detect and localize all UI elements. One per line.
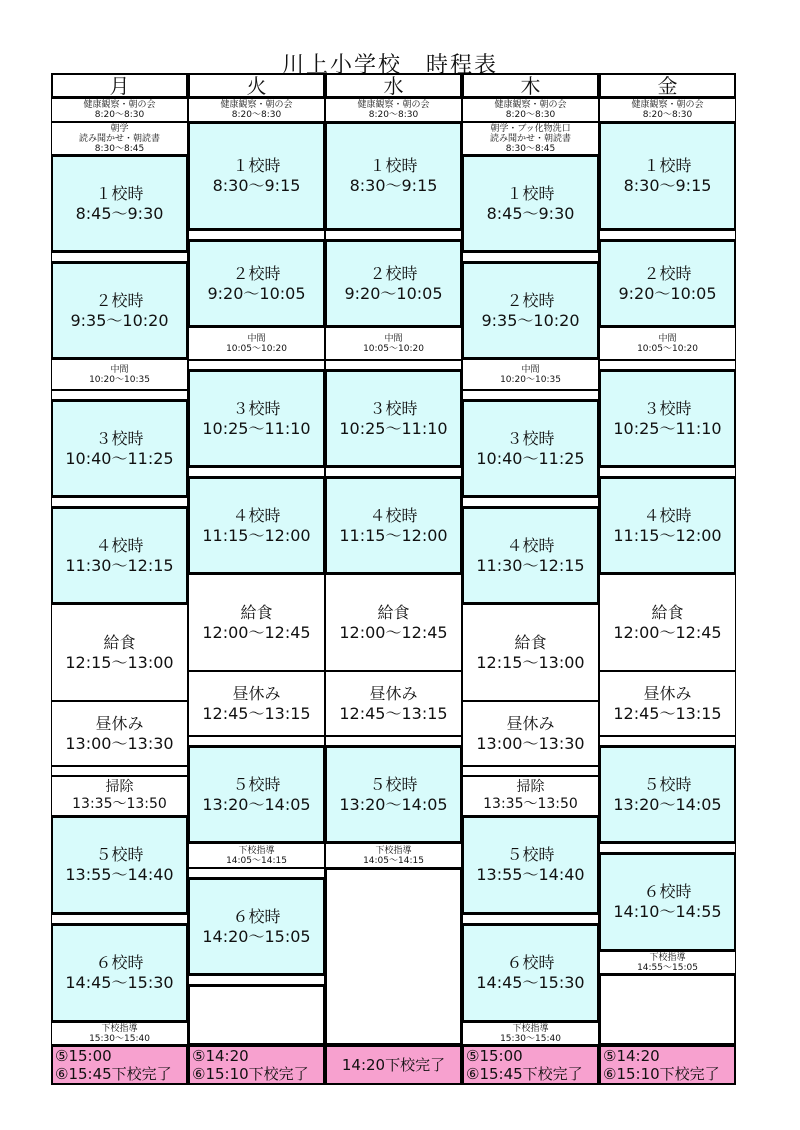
period-label: ２校時 (232, 263, 281, 283)
period-time: 9:35〜10:20 (70, 310, 169, 330)
cell-label: 昼休み (95, 713, 144, 733)
period-time: 8:30〜9:15 (212, 176, 301, 195)
passing-gap (51, 914, 188, 924)
dismissal-line: ⑤14:20 (603, 1047, 660, 1065)
dismissal-line: ⑥15:45下校完了 (55, 1065, 172, 1083)
morning-study-cell (51, 122, 188, 155)
passing-gap (599, 736, 736, 746)
lunch-break-cell (462, 701, 599, 766)
period-time: 14:45〜15:30 (476, 973, 585, 992)
passing-gap (188, 736, 325, 746)
period-time: 11:30〜12:15 (65, 555, 174, 575)
passing-gap (462, 914, 599, 924)
dismissal-guidance-cell (462, 1022, 599, 1045)
empty-cell (188, 985, 325, 1045)
day-header-tue: 火 (188, 73, 325, 98)
cell-label: 健康観察・朝の会 (220, 100, 293, 110)
period-4-cell (325, 477, 462, 574)
dismissal-guidance-cell (51, 1022, 188, 1045)
period-6-cell (462, 924, 599, 1022)
period-time: 13:20〜14:05 (202, 794, 311, 814)
health-check-cell (325, 98, 462, 122)
period-time: 13:55〜14:40 (65, 865, 174, 884)
cell-label: 給食 (103, 632, 136, 652)
passing-gap (325, 230, 462, 240)
break-cell (325, 327, 462, 360)
period-label: ３校時 (643, 398, 692, 418)
period-time: 10:25〜11:10 (339, 418, 448, 438)
period-label: ６校時 (643, 882, 692, 901)
lunch-break-cell (599, 671, 736, 736)
period-label: ４校時 (232, 505, 281, 525)
period-label: ２校時 (95, 290, 144, 310)
dismissal-guidance-cell (325, 843, 462, 868)
passing-gap (188, 868, 325, 878)
cell-time: 10:05〜10:20 (226, 343, 287, 354)
period-time: 13:20〜14:05 (339, 794, 448, 814)
period-label: ６校時 (95, 953, 144, 972)
column-mon (51, 98, 188, 1089)
passing-gap (325, 360, 462, 370)
cell-time: 8:30〜8:45 (505, 143, 556, 154)
period-6-cell (599, 853, 736, 951)
dismissal-time-cell (599, 1045, 736, 1085)
period-time: 11:15〜12:00 (202, 525, 311, 545)
day-header-mon: 月 (51, 73, 188, 98)
period-1-cell (188, 122, 325, 230)
empty-cell (325, 868, 462, 1045)
period-time: 10:25〜11:10 (613, 418, 722, 438)
period-label: ６校時 (232, 906, 281, 926)
period-label: ５校時 (232, 774, 281, 794)
period-2-cell (599, 240, 736, 327)
column-thu (462, 98, 599, 1089)
period-label: ５校時 (95, 845, 144, 864)
cell-label: 下校指導 (375, 845, 412, 856)
period-5-cell (188, 746, 325, 843)
lunch-break-cell (325, 671, 462, 736)
dismissal-time-cell (188, 1045, 325, 1085)
period-5-cell (462, 816, 599, 914)
cell-label: 昼休み (506, 713, 555, 733)
cell-label: 健康観察・朝の会 (631, 100, 704, 110)
cell-time: 10:20〜10:35 (89, 374, 150, 385)
period-time: 8:30〜9:15 (623, 176, 712, 195)
passing-gap (51, 390, 188, 400)
period-4-cell (188, 477, 325, 574)
period-6-cell (188, 878, 325, 975)
lunch-cell (188, 574, 325, 671)
period-2-cell (51, 262, 188, 359)
cell-label: 昼休み (643, 683, 692, 703)
period-label: ４校時 (369, 505, 418, 525)
cell-label: 下校指導 (649, 952, 686, 963)
cell-time: 13:35〜13:50 (72, 796, 167, 812)
period-label: １校時 (95, 183, 144, 203)
passing-gap (325, 467, 462, 477)
dismissal-time-cell (462, 1045, 599, 1085)
period-time: 8:45〜9:30 (75, 203, 164, 223)
cell-label: 中間 (384, 333, 403, 344)
cell-label: 給食 (514, 632, 547, 652)
timetable (51, 73, 737, 1089)
cell-label: 掃除 (105, 779, 134, 795)
period-2-cell (188, 240, 325, 327)
period-time: 8:45〜9:30 (486, 203, 575, 223)
period-3-cell (51, 400, 188, 497)
period-label: ２校時 (643, 263, 692, 283)
period-label: ５校時 (506, 845, 555, 864)
column-wed (325, 98, 462, 1089)
cell-time: 14:05〜14:15 (226, 855, 287, 866)
page-title: 川上小学校 時程表 (281, 53, 498, 78)
cell-sublabel: 読み聞かせ・朝読書 (489, 133, 571, 144)
cell-time: 12:45〜13:15 (202, 703, 311, 723)
period-label: ５校時 (643, 774, 692, 794)
dismissal-guidance-cell (188, 843, 325, 868)
period-label: ２校時 (506, 290, 555, 310)
cell-time: 10:05〜10:20 (363, 343, 424, 354)
cell-time: 14:05〜14:15 (363, 855, 424, 866)
passing-gap (599, 843, 736, 853)
dismissal-guidance-cell (599, 951, 736, 974)
period-time: 14:10〜14:55 (613, 902, 722, 921)
lunch-cell (462, 604, 599, 701)
day-header-wed: 水 (325, 73, 462, 98)
period-3-cell (325, 370, 462, 467)
passing-gap (462, 390, 599, 400)
passing-gap (462, 252, 599, 262)
period-5-cell (51, 816, 188, 914)
lunch-cell (599, 574, 736, 671)
cell-label: 給食 (651, 602, 684, 622)
period-label: ３校時 (232, 398, 281, 418)
period-label: ６校時 (506, 953, 555, 972)
cell-label: 昼休み (369, 683, 418, 703)
cell-time: 8:30〜8:45 (94, 143, 145, 154)
cell-time: 8:20〜8:30 (368, 110, 419, 120)
passing-gap (599, 467, 736, 477)
lunch-cell (325, 574, 462, 671)
dismissal-line: ⑤14:20 (192, 1047, 249, 1065)
empty-cell (599, 974, 736, 1045)
period-2-cell (325, 240, 462, 327)
passing-gap (51, 252, 188, 262)
passing-gap (188, 230, 325, 240)
period-5-cell (599, 746, 736, 843)
cleaning-cell (51, 776, 188, 816)
cell-time: 15:30〜15:40 (500, 1033, 561, 1044)
period-time: 11:15〜12:00 (613, 525, 722, 545)
cell-label: 健康観察・朝の会 (494, 100, 567, 110)
period-time: 8:30〜9:15 (349, 176, 438, 195)
period-label: １校時 (232, 156, 281, 175)
health-check-cell (188, 98, 325, 122)
cell-time: 8:20〜8:30 (505, 110, 556, 120)
passing-gap (599, 360, 736, 370)
dismissal-line: ⑤15:00 (55, 1047, 112, 1065)
dismissal-line: ⑥15:10下校完了 (192, 1065, 309, 1083)
period-label: １校時 (506, 183, 555, 203)
period-3-cell (462, 400, 599, 497)
period-time: 13:55〜14:40 (476, 865, 585, 884)
period-4-cell (51, 507, 188, 604)
period-time: 9:20〜10:05 (344, 283, 443, 303)
period-label: １校時 (643, 156, 692, 175)
period-time: 10:40〜11:25 (476, 448, 585, 468)
period-time: 13:20〜14:05 (613, 794, 722, 814)
cell-label: 中間 (110, 364, 129, 375)
period-4-cell (599, 477, 736, 574)
period-time: 9:20〜10:05 (618, 283, 717, 303)
day-header-thu: 木 (462, 73, 599, 98)
period-label: ４校時 (643, 505, 692, 525)
period-time: 14:20〜15:05 (202, 926, 311, 946)
cell-time: 12:45〜13:15 (339, 703, 448, 723)
cell-label: 中間 (247, 333, 266, 344)
cell-time: 13:00〜13:30 (476, 733, 585, 753)
period-3-cell (188, 370, 325, 467)
health-check-cell (599, 98, 736, 122)
lunch-cell (51, 604, 188, 701)
cell-label: 下校指導 (512, 1023, 549, 1034)
period-5-cell (325, 746, 462, 843)
period-time: 10:40〜11:25 (65, 448, 174, 468)
morning-study-cell (462, 122, 599, 155)
cell-label: 掃除 (516, 779, 545, 795)
break-cell (599, 327, 736, 360)
period-time: 14:45〜15:30 (65, 973, 174, 992)
cell-time: 10:20〜10:35 (500, 374, 561, 385)
cell-label: 中間 (658, 333, 677, 344)
passing-gap (188, 360, 325, 370)
dismissal-line: 14:20下校完了 (341, 1056, 446, 1074)
break-cell (462, 359, 599, 390)
column-tue (188, 98, 325, 1089)
lunch-break-cell (51, 701, 188, 766)
cell-label: 健康観察・朝の会 (357, 100, 430, 110)
period-time: 10:25〜11:10 (202, 418, 311, 438)
period-4-cell (462, 507, 599, 604)
cell-label: 健康観察・朝の会 (83, 100, 156, 110)
cell-time: 13:00〜13:30 (65, 733, 174, 753)
period-label: ４校時 (506, 535, 555, 555)
health-check-cell (51, 98, 188, 122)
period-3-cell (599, 370, 736, 467)
period-1-cell (462, 155, 599, 252)
cell-time: 13:35〜13:50 (483, 796, 578, 812)
break-cell (51, 359, 188, 390)
passing-gap (51, 497, 188, 507)
cell-time: 10:05〜10:20 (637, 343, 698, 354)
cell-label: 下校指導 (238, 845, 275, 856)
break-cell (188, 327, 325, 360)
cell-time: 12:15〜13:00 (476, 652, 585, 672)
cell-sublabel: 読み聞かせ・朝読書 (78, 133, 160, 144)
period-label: １校時 (369, 156, 418, 175)
period-label: ３校時 (506, 428, 555, 448)
period-6-cell (51, 924, 188, 1022)
cell-label: 中間 (521, 364, 540, 375)
period-1-cell (599, 122, 736, 230)
dismissal-line: ⑥15:10下校完了 (603, 1065, 720, 1083)
dismissal-line: ⑥15:45下校完了 (466, 1065, 583, 1083)
cell-time: 12:00〜12:45 (613, 622, 722, 642)
cell-label: 下校指導 (101, 1023, 138, 1034)
period-label: ２校時 (369, 263, 418, 283)
cell-time: 14:55〜15:05 (637, 962, 698, 973)
cell-label: 給食 (240, 602, 273, 622)
dismissal-time-cell (325, 1045, 462, 1085)
cell-time: 8:20〜8:30 (94, 110, 145, 120)
period-2-cell (462, 262, 599, 359)
period-time: 9:20〜10:05 (207, 283, 306, 303)
period-1-cell (325, 122, 462, 230)
cell-time: 12:00〜12:45 (339, 622, 448, 642)
passing-gap (462, 766, 599, 776)
cell-time: 12:00〜12:45 (202, 622, 311, 642)
period-time: 11:30〜12:15 (476, 555, 585, 575)
column-fri (599, 98, 736, 1089)
cell-time: 12:15〜13:00 (65, 652, 174, 672)
passing-gap (188, 975, 325, 985)
cell-time: 15:30〜15:40 (89, 1033, 150, 1044)
period-1-cell (51, 155, 188, 252)
period-label: ４校時 (95, 535, 144, 555)
cell-label: 昼休み (232, 683, 281, 703)
period-label: ５校時 (369, 774, 418, 794)
period-label: ３校時 (95, 428, 144, 448)
cleaning-cell (462, 776, 599, 816)
period-time: 11:15〜12:00 (339, 525, 448, 545)
period-label: ３校時 (369, 398, 418, 418)
cell-label: 朝学・ブッ化物洗口 (490, 123, 571, 134)
lunch-break-cell (188, 671, 325, 736)
cell-time: 12:45〜13:15 (613, 703, 722, 723)
cell-time: 8:20〜8:30 (642, 110, 693, 120)
passing-gap (599, 230, 736, 240)
dismissal-line: ⑤15:00 (466, 1047, 523, 1065)
passing-gap (462, 497, 599, 507)
passing-gap (51, 766, 188, 776)
passing-gap (188, 467, 325, 477)
cell-label: 朝学 (110, 123, 129, 134)
period-time: 9:35〜10:20 (481, 310, 580, 330)
cell-time: 8:20〜8:30 (231, 110, 282, 120)
day-header-fri: 金 (599, 73, 736, 98)
health-check-cell (462, 98, 599, 122)
dismissal-time-cell (51, 1045, 188, 1085)
cell-label: 給食 (377, 602, 410, 622)
passing-gap (325, 736, 462, 746)
